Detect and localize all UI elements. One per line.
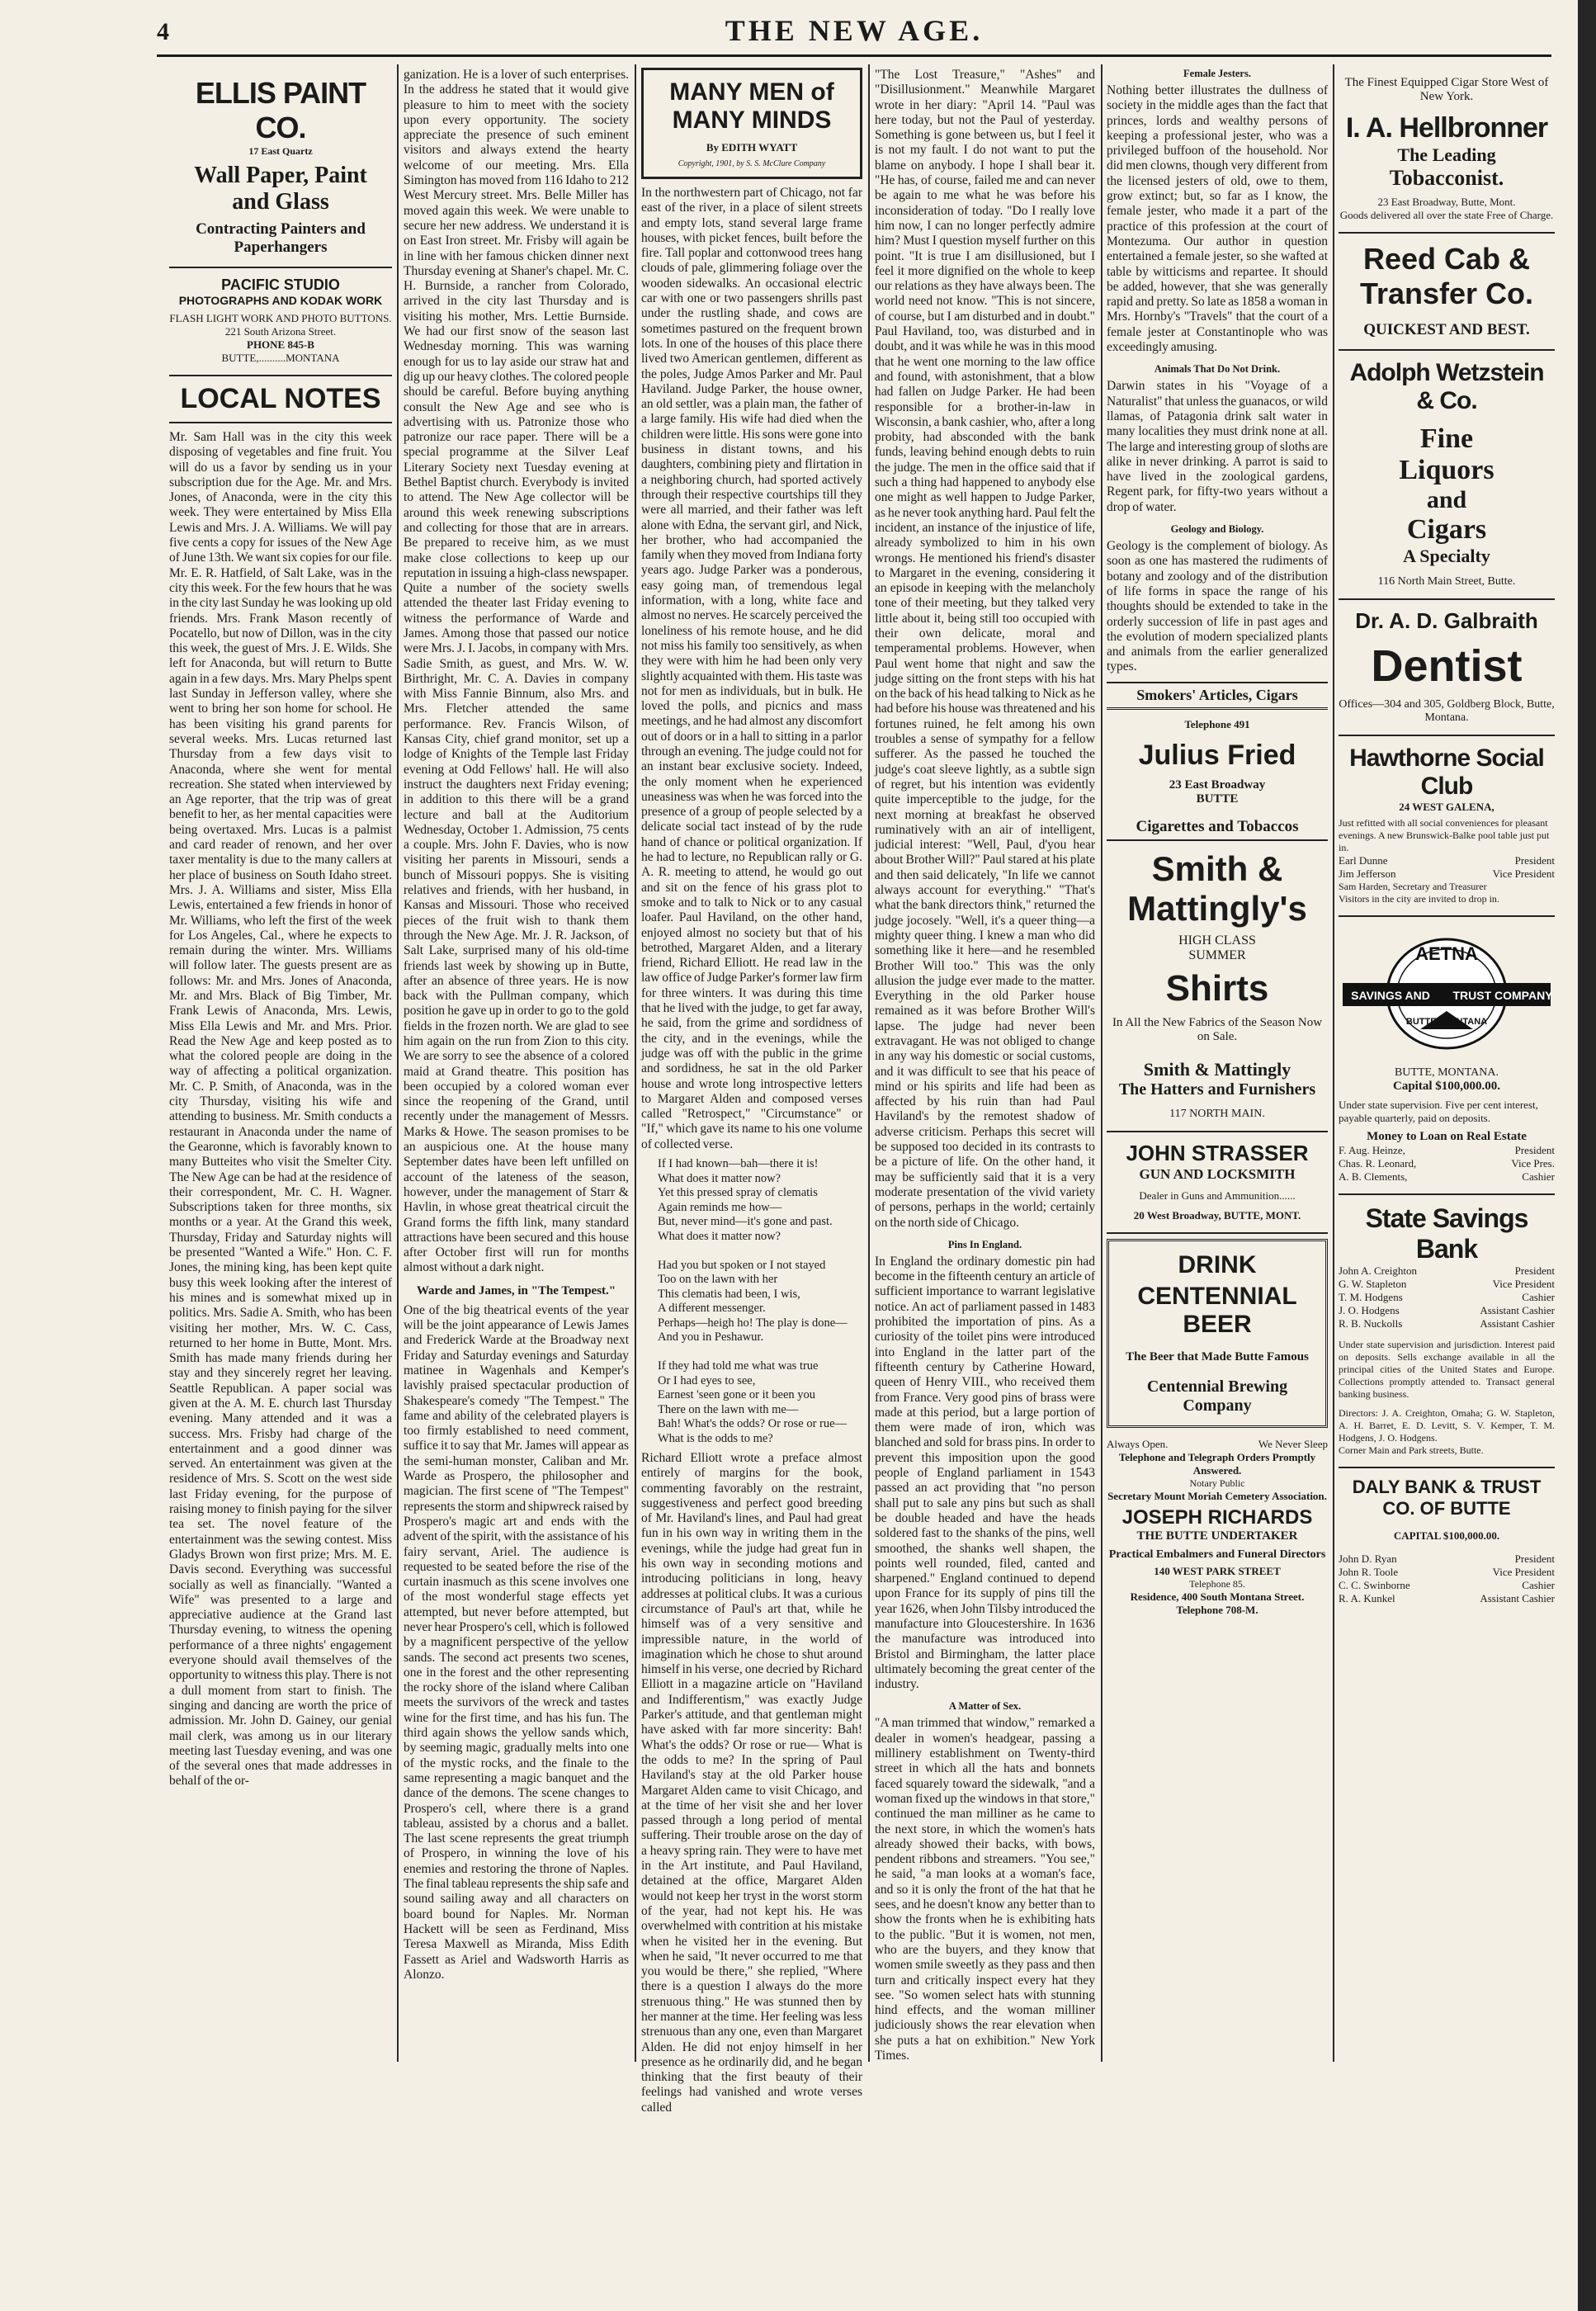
- creighton-name: John A. Creighton: [1339, 1264, 1417, 1277]
- aetna-top-text: AETNA: [1415, 943, 1478, 964]
- header-rule: [157, 54, 1551, 57]
- aetna-seal-logo: [1339, 932, 1554, 1056]
- wetzstein-liquors: Liquors: [1399, 455, 1494, 485]
- ryan-name: John D. Ryan: [1339, 1552, 1397, 1565]
- ellis-name: ELLIS PAINT CO.: [195, 76, 366, 144]
- daly-bank-ad: [1339, 1468, 1555, 1615]
- fried-telephone: Telephone 491: [1184, 717, 1250, 730]
- story-byline: By EDITH WYATT: [706, 141, 798, 154]
- fried-cigarettes: Cigarettes and Tobaccos: [1136, 817, 1299, 835]
- clements-name: A. B. Clements,: [1339, 1170, 1408, 1183]
- kunkel-title: Assistant Cashier: [1480, 1592, 1555, 1604]
- galbraith-offices: Offices—304 and 305, Goldberg Block, Butte, Montana.: [1339, 698, 1555, 724]
- earl-name: Earl Dunne: [1339, 854, 1388, 867]
- animals-heading: Animals That Do Not Drink.: [1154, 363, 1281, 376]
- aetna-supervision: Under state supervision. Five per cent interest, payable quarterly, paid on deposits.: [1339, 1099, 1538, 1124]
- richards-undertaker: THE BUTTE UNDERTAKER: [1136, 1529, 1298, 1543]
- page-header: [157, 13, 1551, 53]
- smith-address: 117 NORTH MAIN.: [1169, 1107, 1265, 1120]
- richards-telephone: Telephone 85.: [1189, 1577, 1245, 1590]
- hellbronner-address: 23 East Broadway, Butte, Mont.: [1377, 196, 1516, 208]
- ellis-line3: Contracting Painters and Paperhangers: [196, 220, 366, 256]
- ryan-title: President: [1514, 1552, 1555, 1565]
- ellis-line2: and Glass: [232, 189, 329, 215]
- smith-line2: Mattingly's: [1127, 888, 1307, 928]
- richards-hours: [1107, 1438, 1328, 1451]
- richards-ad: [1107, 1433, 1328, 1617]
- aetna-capital: Capital $100,000.00.: [1392, 1080, 1500, 1093]
- wetzstein-address: 116 North Main Street, Butte.: [1377, 575, 1516, 588]
- daly-president-row: [1339, 1552, 1555, 1566]
- j-hodgens-title: Assistant Cashier: [1480, 1304, 1555, 1316]
- column-5: [1107, 68, 1328, 2049]
- column-2: [404, 68, 629, 2049]
- state-corner: Corner Main and Park streets, Butte.: [1339, 1444, 1484, 1456]
- story-copyright: Copyright, 1901, by S. S. McClure Company: [678, 159, 826, 168]
- hellbronner-name: I. A. Hellbronner: [1345, 112, 1548, 144]
- hellbronner-leading: The Leading: [1397, 144, 1496, 165]
- richards-residence-tel: Telephone 708-M.: [1176, 1603, 1258, 1616]
- j-hodgens-name: J. O. Hodgens: [1339, 1304, 1400, 1316]
- column-4: [875, 68, 1095, 2063]
- notes-continued-text: ganization. He is a lover of such enterprises. In the address he stated that it would give pleasure to him to meet with the society upon every opportunity. The society appreciate the presence of such eminent visitors and always extend the hearty welcome of our meeting. Mrs. Ella Simington has moved from 116 Idaho to 212 West Mercury street. Mrs. Belle Miller has moved again this week. We were unable to secure her new address. We understand it is on East Iron street. Mr. Frisby will again be in line with her famous chicken dinner next Thursday evening at Shaner's chapel. Mr. C. H. Burnside, a rancher from Colorado, arrived in the city last Thursday and is visiting his mother, Mrs. Lettie Burnside. We had our first snow of the season last Wednesday morning. This was warning enough for us to lay aside our straw hat and dig up our heavy clothes. The colored people should be careful. Before buying anything consult the New Age and see who is advertising with us. Patronize those who patronize our race paper. There will be a special programme at the Silver Leaf Literary Society next Tuesday evening at Bethel Baptist church. Everybody is invited to attend. The New Age collector will be around this week renewing subscriptions and collecting for those that are in arrears. Be prepared to receive him, as we must make close collections to keep up our reputation in issuing a high-class newspaper. Quite a number of the society swells attended the theater last Friday evening to witness the performance of Warde and James. Among those that passed our notice were Mrs. J. I. Jacobs, in company with Mrs. Sadie Smith, as guest, and Mrs. W. W. Birthright, Mr. C. A. Davies in company with Miss Fannie Binnum, also Mrs. and Mrs. Fletcher attended the same performance. Rev. Francis Wilson, of Kansas City, chief grand monitor, set up a lodge of Knights of the Temple last Friday evening at Odd Fellows' hall. He will also instruct the daughters next Friday evening; in addition to this there will be a grand lecture and ball at the Auditorium Wednesday, October 1. Admission, 75 cents a couple. Mrs. John F. Davies, who is now visiting her parents in Missouri, sends a bunch of Missouri poppys. She is visiting relatives and friends, with her husband, in Kansas and Missouri. Those who received pieces of the fruit wish to thank them through the New Age. Mr. J. R. Jackson, of Salt Lake, surprised many of his old-time friends last week by showing up in Butte, after an absence of three years. He is now back with the Pullman company, which position he gave up in order to go to the gold fields in the frozen north. We are glad to see him again on the run from Zion to this city. We are sorry to see the absence of a colored maid at Grand theatre. This position has been occupied by a colored woman ever since the reopening of the Grand, until recently under the management of Messrs. Marks & Howe. The season promises to be an auspicious one. At the house many September dates have been left unfilled on account of the lateness of the season, however, under the management of Starr & Havlin, in whose great theatrical circuit the Grand forms the fifth link, many standard attractions have been secured and this house after October first will run for months almost without a dark night.: [404, 68, 629, 1275]
- hawthorne-vp-row: [1339, 867, 1555, 881]
- daly-cashier-row: [1339, 1579, 1555, 1592]
- local-notes-title: LOCAL NOTES: [169, 376, 392, 423]
- column-rule: [1333, 64, 1334, 2062]
- state-directors: Directors: J. A. Creighton, Omaha; G. W. Stapleton, A. H. Barret, E. D. Levitt, S. V. Kemper, T. M. Hodgens, J. O. Hodgens.: [1339, 1407, 1555, 1444]
- galbraith-ad: [1339, 600, 1555, 736]
- wetzstein-ad: [1339, 351, 1555, 600]
- drink-line: DRINK: [1178, 1250, 1257, 1278]
- swinborne-name: C. C. Swinborne: [1339, 1579, 1410, 1591]
- daly-asst-cashier-row: [1339, 1592, 1555, 1605]
- sex-text: "A man trimmed that window," remarked a dealer in women's headgear, passing a millinery establishment on Twenty-third street in which all the hats and bonnets faced squarely toward the sidewalk, "and a woman fixed up the windows in that store," continued the man milliner as he came to the next store, in which the women's hats already showed their backs, with bows, pendent ribbons and streamers. "You see," he said, "a man looks at a woman's face, and so it is only the front of the hat that he sees, and he doesn't know any better than to show the fronts when he is exhibiting hats to the public. "But it is women, not men, who are the buyers, and they know that women smile sweetly as they pass and then turn and critically inspect every hat they see. "So women select hats with stunning hind effects, and the woman milliner judiciously shows the rear elevation when she puts a hat on exhibition." New York Times.: [875, 1716, 1095, 2063]
- aetna-cashier-row: [1339, 1170, 1555, 1184]
- smith-shirts: Shirts: [1165, 967, 1269, 1009]
- earl-title: President: [1514, 854, 1555, 867]
- hodgens-title: Cashier: [1522, 1291, 1555, 1303]
- state-savings-ad: [1339, 1195, 1555, 1468]
- aetna-ad: [1339, 917, 1555, 1195]
- pins-heading: Pins In England.: [947, 1238, 1022, 1250]
- state-savings-name: State Savings Bank: [1365, 1203, 1528, 1264]
- nuckolls-name: R. B. Nuckolls: [1339, 1317, 1403, 1330]
- strasser-gun: GUN AND LOCKSMITH: [1139, 1165, 1296, 1182]
- pacific-phone: PHONE 845-B: [247, 338, 314, 351]
- leonard-name: Chas. R. Leonard,: [1339, 1157, 1417, 1170]
- centennial-beer-ad: [1107, 1239, 1328, 1428]
- page-number: 4: [157, 18, 169, 45]
- column-rule: [868, 64, 870, 2062]
- hawthorne-visitors: Visitors in the city are invited to drop in.: [1339, 893, 1499, 905]
- column-6: [1339, 68, 1555, 2049]
- ellis-line1: Wall Paper, Paint: [194, 163, 367, 188]
- centennial-name: CENTENNIAL BEER: [1137, 1282, 1297, 1338]
- hellbronner-tobacconist: Tobacconist.: [1389, 166, 1504, 190]
- state-savings-text: Under state supervision and jurisdiction. Interest paid on deposits. Sells exchange available in all the principal cities of the United States and Europe. Collections promptly attended to. Transact general banking business.: [1339, 1339, 1555, 1400]
- clements-title: Cashier: [1522, 1170, 1555, 1183]
- smokers-line: Smokers' Articles, Cigars: [1107, 687, 1328, 710]
- smith-name: Smith & Mattingly: [1143, 1058, 1291, 1080]
- nuckolls-title: Assistant Cashier: [1480, 1317, 1555, 1330]
- story-text: In the northwestern part of Chicago, not far east of the river, in a place of silent streets and empty lots, stand several large frame houses, with picket fences, built before the fire. Tall poplar and cottonwood trees hang clouds of pale, glimmering foliage over the wooden sidewalks. An occasional electric car with one or two passengers shrills past under the rustling shade, and cows are sometimes pastured on the frequent brown lots. In one of the houses of this place there lived two American gentlemen, different as the poles, Judge Amos Parker and Mr. Paul Haviland. Judge Parker, the house owner, an old settler, was a plain man, the father of a large family. His wife had died when the children were little. His sons were gone into business in distant towns, and his daughters, combining piety and flirtation in a neighboring church, had sported actively through their respective courtships till they were all married, and their father was left alone with Edna, the servant girl, and Nick, her brother, who had accompanied the family when they moved from Indiana forty years ago. Judge Parker was a ponderous, easy going man, of tremendous legal information, with a long, white face and almost no nerves. He scarcely perceived the loneliness of his remote house, and he did not miss his family too sensitively, as when they were with him he had been only very slightly acquainted with them. His taste was not for men as individuals, but in bulk. He loved the polls, and picnics and mass meetings, and he had almost any discomfort out of doors or in a hall to sitting in a parlor through an evening. The judge could not for an instant bear exclusive society. Indeed, the only moment when he experienced uneasiness was when he was forced into the presence of a group of people selected by a delicate social tact instead of by the rude hand of chance or political organization. If he had to lecture, no Republican rally or G. A. R. meeting to attend, he would go out and sit on the fence of his grass plot to smoke and to talk to Nick or to any casual loafer. Paul Haviland, on the other hand, enjoyed almost no society but that of his betrothed, Margaret Alden, and a literary friend, Richard Elliott. He read law in the law office of Judge Parker's former law firm for three winters. It was during this time that he lived with the judge, to get far away, he said, from the grime and sordidness of the city, and in the evenings, while the judge was off with the public in the grime and sordidness, he sat in the old Parker house and wrote long introspective letters to Margaret Alden and composed verses called "Retrospect," "Circumstance" or "If," which gave its name to his one volume of collected verse.: [641, 186, 862, 1151]
- reed-line1: Reed Cab &: [1362, 242, 1531, 276]
- stapleton-name: G. W. Stapleton: [1339, 1278, 1407, 1290]
- newspaper-title: THE NEW AGE.: [725, 14, 984, 47]
- richards-orders: Telephone and Telegraph Orders Promptly Answered.: [1118, 1450, 1316, 1477]
- aetna-president-row: [1339, 1144, 1555, 1157]
- geology-text: Geology is the complement of biology. As soon as one has mastered the rudiments of botany and zoology and of the distribution of life forms in space the range of his thoughts should be extended to take in the orderly succession of life in past ages and the evolution of modern specialized plants and animals from the earlier generalized types.: [1107, 539, 1328, 683]
- scan-edge: [1578, 0, 1596, 2311]
- column-rule: [397, 64, 399, 2062]
- heinze-name: F. Aug. Heinze,: [1339, 1144, 1405, 1156]
- jim-name: Jim Jefferson: [1339, 867, 1396, 880]
- story-poem: If I had known—bah—there it is! What does it matter now? Yet this pressed spray of clematis Again reminds me how— But, never mind—it's gone and past. What does it matter now? Had you but spoken or I not stayed Too on the lawn with her This clematis had been, I wis, A different messenger. Perhaps—heigh ho! The play is done— And you in Peshawur. If they had told me what was true Or I had eyes to see, Earnest 'seen gone or it been you There on the lawn with me— Bah! What's the odds? Or rose or rue— What is the odds to me?: [658, 1157, 848, 1445]
- stapleton-title: Vice President: [1492, 1278, 1555, 1290]
- kunkel-name: R. A. Kunkel: [1339, 1592, 1395, 1604]
- aetna-left-text: SAVINGS AND: [1351, 989, 1430, 1002]
- state-asst-cashier-row-2: [1339, 1317, 1555, 1330]
- smith-shirts-sub: In All the New Fabrics of the Season Now on Sale.: [1112, 1015, 1323, 1043]
- cigar-store-line: The Finest Equipped Cigar Store West of New York.: [1344, 76, 1549, 103]
- richards-residence: Residence, 400 South Montana Street.: [1130, 1590, 1305, 1603]
- always-open: Always Open.: [1107, 1437, 1169, 1450]
- hellbronner-delivered: Goods delivered all over the state Free of Charge.: [1339, 209, 1554, 221]
- geology-heading: Geology and Biology.: [1170, 523, 1264, 536]
- pacific-line1: PHOTOGRAPHS AND KODAK WORK: [178, 294, 383, 307]
- jesters-text: Nothing better illustrates the dullness of society in the middle ages than the fact that princes, lords and wealthy persons of keeping a professional jester, who was a privileged buffoon of the household. Nor did men clowns, though very different from the licensed jesters of old, owe to them, grow extinct; but, so far as I know, the female jester, who made it a part of the practice of this profession at the court of Montezuma. Our author in question entertained a female jester, so she wafted at table by witticisms and repartee. It should be added, however, that she was generally rapid and pretty. So late as 1858 a woman in Mrs. Hornby's "Travels" that the court of a female jester at Constantinople who was exceedingly amusing.: [1107, 83, 1328, 355]
- richards-secretary: Secretary Mount Moriah Cemetery Association.: [1107, 1489, 1327, 1502]
- smith-summer: SUMMER: [1188, 948, 1246, 962]
- column-1: [169, 68, 392, 2049]
- fried-city: BUTTE: [1196, 792, 1239, 806]
- aetna-butte: BUTTE, MONTANA.: [1394, 1066, 1499, 1079]
- beer-tagline: The Beer that Made Butte Famous: [1126, 1349, 1309, 1363]
- hawthorne-address: 24 WEST GALENA,: [1399, 801, 1494, 813]
- hawthorne-secretary: Sam Harden, Secretary and Treasurer: [1339, 881, 1487, 892]
- tempest-heading: Warde and James, in "The Tempest.": [416, 1283, 616, 1297]
- galbraith-dentist: Dentist: [1371, 641, 1523, 691]
- story-title-1: MANY MEN of: [669, 78, 834, 106]
- hellbronner-ad: [1339, 68, 1555, 234]
- strasser-ad: [1107, 1132, 1328, 1234]
- daly-name-2: CO. OF BUTTE: [1382, 1498, 1511, 1519]
- strasser-name: JOHN STRASSER: [1126, 1140, 1309, 1165]
- animals-text: Darwin states in his "Voyage of a Naturalist" that unless the guanacos, or wild llamas, of Patagonia drink salt water in many localities they must drink none at all. The large and interesting group of sloths are alike in never drinking. A parrot is said to have lived in the zoological gardens, Regent park, for fifty-two years without a drop of water.: [1107, 379, 1328, 514]
- hawthorne-president-row: [1339, 854, 1555, 867]
- aetna-money: Money to Loan on Real Estate: [1367, 1130, 1527, 1143]
- ellis-address: 17 East Quartz: [248, 145, 313, 157]
- leonard-title: Vice Pres.: [1511, 1157, 1555, 1170]
- aetna-vp-row: [1339, 1157, 1555, 1170]
- pins-text: In England the ordinary domestic pin had become in the fifteenth century an article of sufficient importance to warrant legislative notice. An act of parliament passed in 1483 prohibited the importation of pins. As a curiosity of the toilet pins were introduced into England in the latter part of the fifteenth century by Catherine Howard, queen of Henry VIII., who received them from France. Very good pins of brass were made at this period, but a large portion of them were made of iron, which was blanched and sold for brass pins. In order to prevent this imposition upon the good people of England parliament in 1543 passed an act providing that "no person shall put to sale any pins but such as shall be double headed and have the heads soldered fast to the shanks of the pins, well smoothed, the shanks well shapen, the points well rounded, filed, canted and sharpened." England continued to depend upon France for its supply of pins till the year 1626, when John Tilsby introduced the manufacture into Gloucestershire. In 1636 the manufacture was introduced into Bristol and Birmingham, the latter place ultimately becoming the great center of the industry.: [875, 1254, 1095, 1692]
- smith-mattingly-ad: [1107, 839, 1328, 1132]
- fried-name: Julius Fried: [1138, 739, 1296, 771]
- fried-ad: [1107, 683, 1328, 839]
- richards-name: JOSEPH RICHARDS: [1121, 1505, 1313, 1529]
- local-notes-text: Mr. Sam Hall was in the city this week disposing of vegetables and fine fruit. You will do us a favor by sending us in your subscription due for the Age. Mr. and Mrs. Jones, of Anaconda, were in the city this week. They were entertained by Miss Ella Lewis and Mrs. J. A. Williams. We will pay five cents a copy for issues of the New Age of June 13th. We want six copies for our file. Mr. E. R. Hatfield, of Salt Lake, was in the city this week. For the few hours that he was in the city last Sunday he was looking up old friends. Mrs. Frank Mason recently of Pocatello, but now of Dillon, was in the city this week, the guest of Mrs. J. E. Wilds. She left for Anaconda, but will return to Butte again in a few days. Mrs. Mary Phelps spent last Sunday in Jefferson valley, where she went to bring her son home for school. He has been visiting his grand parents for several weeks. Mrs. Lucas returned last Thursday from a few days visit to Anaconda, where she went for mental recreation. She stated when interviewed by an Age reporter, that the trip was of great benefit to her, as her mental capacities were being overtaxed. Mrs. Lucas is a palmist and card reader of renown, and her over taxer mentality is due to the many callers at her place of business on South Idaho street. Mrs. J. A. Williams and sister, Miss Ella Lewis, entertained a few friends in honor of Mr. Williams, who left the first of the week for Los Angeles, Cal., where he expects to remain during the winter. Mrs. Williams will follow later. The guests present are as follows: Mr. and Mrs. Jones of Anaconda, Mr. and Mrs. Black of Big Timber, Mr. Frank Lewis of Anaconda, Mrs. Lewis, Miss Ella Lewis and Mr. and Mrs. Prior. Read the New Age and keep posted as to what the colored people are doing in the way of affecting a political organization. Mr. C. P. Smith, of Anaconda, was in the city Thursday, visiting his wife and attending to business. Mr. Smith conducts a restaurant in Anaconda under the name of the Gearonne, which is favorably known to many Butteites who visit the Smelter City. The New Age can be had at the residence of their correspondent, Mr. C. H. Wagner. Subscriptions taken for three months, six months or a year. At the Grand this week, Thursday, Friday and Saturday nights will be presented "Wanted a Wife." Hon. C. F. Jones, the mining king, has been kept quite busy this week looking after the interest of his mines and is somewhat mixed up in politics. Mrs. Sadie A. Smith, who has been visiting her mother, Mrs. W. C. Cass, returned to her home in Butte, Mont. Mrs. Smith has made many friends during her stay and they sincerely regret her leaving. Seattle Republican. A paper social was given at the A. M. E. church last Thursday evening. Many attended and it was a success. Mrs. Frisby had charge of the entertainment and a good dinner was served. An entertainment was given at the residence of Mrs. S. Scott on the west side last Friday evening, for the purpose of raising money to finish paying for the silver tea set. The novel feature of the entertainment was the sewing contest. Miss Gladys Brown won first prize; Mrs. M. E. Davis second. Everything was successful socially as well as financially. "Wanted a Wife" was presented to a large and appreciative audience at the Grand last Thursday evening, to witness the opening performance of a three nights' engagement everyone should avail themselves of the opportunity to witness this play. There is not a dull moment from start to finish. The singing and dancing are worth the price of admission. Mr. John D. Gainey, our genial mail clerk, was among us in our literary meeting last Tuesday evening, and was one of the several ones that made addresses in behalf of the or-: [169, 430, 392, 1789]
- smith-high-class: HIGH CLASS: [1178, 933, 1256, 948]
- wetzstein-specialty: A Specialty: [1403, 546, 1490, 566]
- daly-vp-row: [1339, 1566, 1555, 1579]
- richards-address: 140 WEST PARK STREET: [1154, 1564, 1281, 1577]
- wetzstein-name: Adolph Wetzstein & Co.: [1349, 359, 1544, 414]
- hawthorne-name: Hawthorne Social Club: [1349, 744, 1544, 800]
- strasser-dealer: Dealer in Guns and Ammunition......: [1139, 1189, 1296, 1202]
- smith-hatters: The Hatters and Furnishers: [1118, 1080, 1316, 1099]
- state-asst-cashier-row: [1339, 1304, 1555, 1317]
- toole-title: Vice President: [1492, 1566, 1555, 1578]
- hawthorne-text: Just refitted with all social conveniences for pleasant evenings. A new Brunswick-Balke pool table just put in.: [1339, 817, 1550, 853]
- pacific-line2: FLASH LIGHT WORK AND PHOTO BUTTONS.: [169, 312, 392, 324]
- heinze-title: President: [1514, 1144, 1555, 1156]
- pacific-address: 221 South Arizona Street.: [224, 325, 337, 338]
- sex-heading: A Matter of Sex.: [948, 1700, 1022, 1713]
- ellis-paint-ad: [169, 68, 392, 268]
- aetna-city-text: BUTTE, MONTANA: [1405, 1017, 1488, 1027]
- swinborne-title: Cashier: [1522, 1579, 1555, 1591]
- hodgens-name: T. M. Hodgens: [1339, 1291, 1403, 1303]
- never-sleep: We Never Sleep: [1258, 1437, 1328, 1450]
- state-president-row: [1339, 1264, 1555, 1278]
- reed-quickest: QUICKEST AND BEST.: [1363, 321, 1530, 338]
- state-cashier-row: [1339, 1291, 1555, 1304]
- strasser-address: 20 West Broadway, BUTTE, MONT.: [1133, 1208, 1301, 1222]
- smith-line1: Smith &: [1151, 848, 1283, 888]
- pacific-studio-ad: [169, 268, 392, 376]
- column-rule: [1101, 64, 1103, 2062]
- fried-address: 23 East Broadway: [1169, 777, 1266, 792]
- column-3: [641, 68, 862, 2115]
- wetzstein-cigars: Cigars: [1406, 514, 1487, 545]
- wetzstein-fine: Fine: [1419, 423, 1474, 454]
- daly-capital: CAPITAL $100,000.00.: [1393, 1529, 1500, 1542]
- column-rule: [635, 64, 636, 2062]
- pacific-city: BUTTE,..........MONTANA: [221, 352, 340, 364]
- tempest-text: One of the big theatrical events of the year will be the joint appearance of Lewis James and Frederick Warde at the Broadway next Friday and Saturday evenings and Saturday matinee in Wagenhals and Kemper's lavishly praised spectacular production of Shakespeare's comedy "The Tempest." The fame and ability of the celebrated players is too firmly established to need comment, suffice it to say that Mr. James will appear as the semi-human monster, Caliban and Mr. Warde as Prospero, the philosopher and magician. The first scene of "The Tempest" represents the storm and shipwreck raised by Prospero's magic art and ends with the advent of the spirit, with the assistance of his fairy servant, Ariel. The audience is requested to be seated before the rise of the curtain inasmuch as this scene involves one of the most wonderful stage effects yet attempted, but never before attempted, but never hear Prospero's cell, which is followed by a magnificent perspective of the yellow sands. The second act presents two scenes, one in the forest and the other representing the rocky shore of the island where Caliban meets the survivors of the wreck and tastes wine for the first time, and has his fun. The third again shows the yellow sands which, by seeming magic, gradually melts into one of the mystic rocks, and the finale to the same representing a magic banquet and the dance of the demons. The scene changes to Prospero's cell, where there is a grand tableau, assisted by a chorus and a ballet. The last scene represents the great triumph of Prospero, in winning the love of his enemies and restoring the throne of Naples. The final tableau represents the ship safe and sound sailing away and all characters on board bound for Naples. Mr. Norman Hackett will be seen as Ferdinand, Miss Teresa Maxwell as Miranda, Miss Edith Fassett as Ariel and Wadsworth Harris as Alonzo.: [404, 1302, 629, 1982]
- jesters-heading: Female Jesters.: [1183, 68, 1251, 79]
- story-title-2: MANY MINDS: [672, 106, 832, 134]
- galbraith-name: Dr. A. D. Galbraith: [1355, 608, 1538, 633]
- story-title-box: [641, 68, 862, 179]
- reed-line2: Transfer Co.: [1359, 276, 1534, 310]
- story-continued-text: "The Lost Treasure," "Ashes" and "Disillusionment." Meanwhile Margaret wrote in her diary: "April 14. "Paul was here today, but not the Paul of yesterday. Something is gone between us, but I feel it is not my fault. I do not want to put the blame on anybody. I hope I shall bear it. "He has, of course, failed me and can never be again to me what he was before his inconsideration of today. "Do I really love him now, I can no longer perfectly admire him? Must I question myself further on this point. "It is true I am disillusioned, but I feel it more dignified on the whole to keep our relations as they have always been. The world need not know. "This is not sincere, of course, but I am disturbed and in doubt." Paul Haviland, too, was disturbed and in doubt, and it was while he was in this mood that he went one morning to the law office and found, with astonishment, that a blow had fallen on Judge Parker. He had been responsible for a brother-in-law in Wisconsin, a bank cashier, who, after a long probity, had absconded with the bank funds, leaving behind enough debts to ruin the judge. The men in the office said that if such a thing had happened to anybody else one might as well happen to Judge Parker, as he never took anything hard. Paul felt the incident, an instance of the injustice of life, already symbolized to him in his own wrongs. He mentioned his friend's disaster to Margaret in the evening, considering it an episode in keeping with the melancholy tone of their meeting, but they talked very little about it, being still too occupied with their own delicate, moral and temperamental problems. However, when Paul went home that night and saw the judge sitting on the front steps with his hat on the back of his head talking to Nick as he had before his house was threatened and his fortunes ruined, he felt among his own troubles a sense of sympathy for a fellow sufferer. As the passed he touched the judge's coat sleeve lightly, as a subtle sign of regret, but his intention was evidently quite imperceptible to the judge, for the next morning at breakfast he observed ruminatively with an air of intelligent, judicial interest: "Well, Paul, d'you hear about Brother Will?" Paul stared at his plate and then said delicately, "In life we cannot always account for everything." "That's what the bank directors think," returned the judge jocosely. "Well, it's a queer thing—a mighty queer thing. I knew a man who did something like it here—and he resembled Brother Will too." This was the only allusion the judge ever made to the matter. Everything in the old Parker house remained as it was before Brother Will's lapse. The judge had never been extravagant. He was not obliged to change in any way his domestic or social customs, and it was difficult to see that his peace of mind or his spirits and life had been as affected by his ruin than had Paul Haviland's by the remotest shadow of adverse criticism. Perhaps this secret will be supposed too decided in its contrasts to be a picture of life. On the other hand, it may be sufficiently said that it is a very moderate presentation of the vivid variety of persons, perhaps in the world; certainly on the north side of Chicago.: [875, 68, 1095, 1230]
- wetzstein-and: and: [1426, 486, 1467, 513]
- richards-notary: Notary Public: [1189, 1477, 1245, 1489]
- richards-practical: Practical Embalmers and Funeral Directors: [1108, 1548, 1326, 1561]
- toole-name: John R. Toole: [1339, 1566, 1399, 1578]
- pacific-name: PACIFIC STUDIO: [221, 276, 340, 293]
- aetna-right-text: TRUST COMPANY: [1452, 989, 1553, 1002]
- story-text-2: Richard Elliott wrote a preface almost entirely of margins for the book, commenting favorably on the restraint, suggestiveness and perfect good breeding of Mr. Haviland's lines, and Paul had great fun in his own way in writing them in the evenings, while the judge had great fun in his own way in seconding motions and introducing politicians in long, heavy addresses at political clubs. It was a curious circumstance of Paul's art that, while he himself was of a very sensitive and impressible nature, in the world of imagination which he chose to shut around himself in his verse, one decried by Richard Elliott in a magazine article on "Haviland and Indifferentism," was exactly Judge Parker's attitude, and that gentleman might have asked with far more sincerity: Bah! What's the odds? Or rose or rue— What is the odds to me? In the spring of Paul Haviland's stay at the old Parker house Margaret Alden came to visit Chicago, and at the time of her visit she and her lover passed through a long period of mental suffering. Their trouble arose on the day of a heavy spring rain. They were to have met in the Art institute, and Paul Haviland, detained at the office, Margaret Alden would not keep her tryst in the worst storm of the year, had not kept his. He was overwhelmed with contrition at his mistake when he visited her in the evening. But when he said, "It never occurred to me that you would be there," she replied, "Where there is a question I always do the more strenuous thing." He was stunned then by her manner at the time. Her feeling was less strenuous than any one, even than Margaret Alden. He did not enjoy himself in her presence as he ordinarily did, and he began thinking that the first beauty of their feelings had vanished and wrote verses called: [641, 1451, 862, 2115]
- daly-name: DALY BANK & TRUST: [1352, 1477, 1542, 1497]
- hawthorne-ad: [1339, 736, 1555, 917]
- reed-cab-ad: [1339, 234, 1555, 351]
- jim-title: Vice President: [1492, 867, 1555, 880]
- brewing-company: Centennial Brewing Company: [1146, 1377, 1288, 1415]
- state-vp-row: [1339, 1278, 1555, 1291]
- creighton-title: President: [1514, 1264, 1555, 1277]
